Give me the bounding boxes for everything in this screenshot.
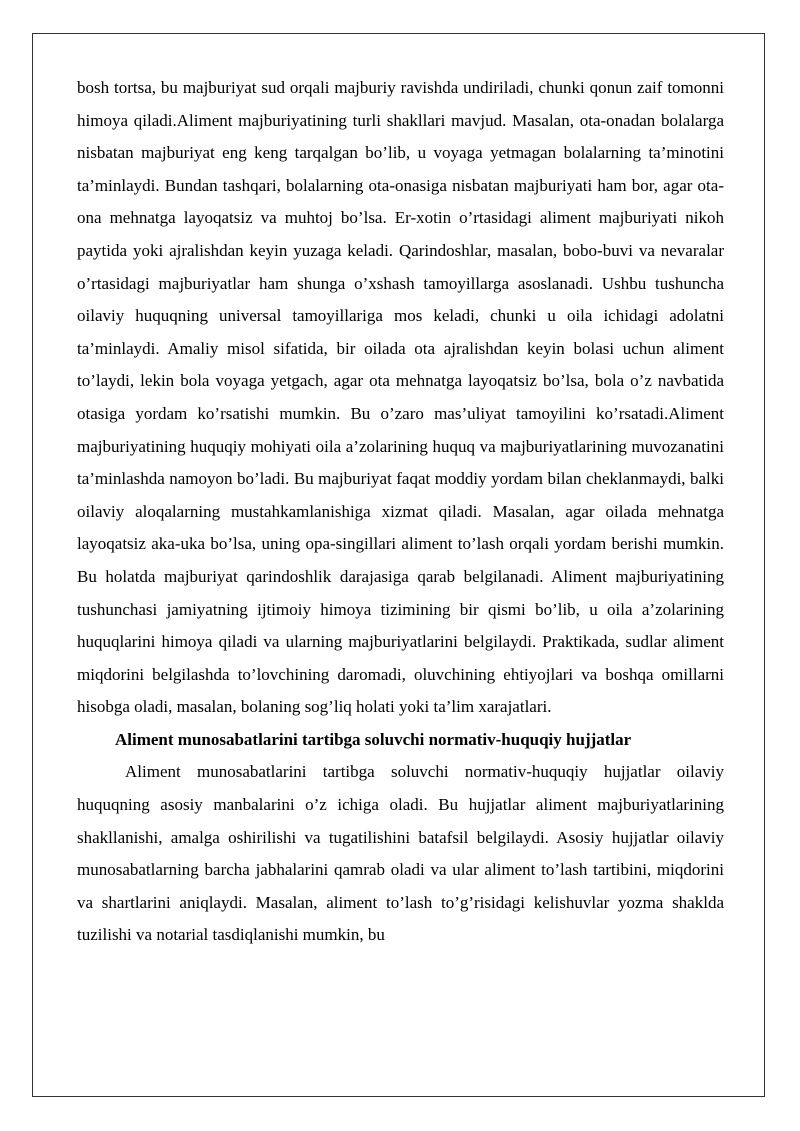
section-heading: Aliment munosabatlarini tartibga soluvchi normativ-huquqiy hujjatlar bbox=[115, 729, 632, 749]
body-paragraph: Aliment munosabatlarini tartibga soluvchi normativ-huquqiy hujjatlar oilaviy huquqning asosiy manbalarini o’z ichiga oladi. Bu hujjatlar aliment majburiyatlarining shakllanishi, amalga oshirilishi va tugatilishini batafsil belgilaydi. Asosiy hujjatlar oilaviy munosabatlarning barcha jabhalarini qamrab oladi va ular aliment to’lash tartibini, miqdorini va shartlarini aniqlaydi. Masalan, aliment to’lash to’g’risidagi kelishuvlar yozma shaklda tuzilishi va notarial tasdiqlanishi mumkin, bu bbox=[77, 762, 724, 945]
body-paragraph: bosh tortsa, bu majburiyat sud orqali majburiy ravishda undiriladi, chunki qonun zaif tomonni himoya qiladi.Aliment majburiyatining turli shakllari mavjud. Masalan, ota-onadan bolalarga nisbatan majburiyat eng keng tarqalgan bo’lib, u voyaga yetmagan bolalarning ta’minotini ta’minlaydi. Bundan tashqari, bolalarning ota-onasiga nisbatan majburiyati ham bor, agar ota-ona mehnatga layoqatsiz va muhtoj bo’lsa. Er-xotin o’rtasidagi aliment majburiyati nikoh paytida yoki ajralishdan keyin yuzaga keladi. Qarindoshlar, masalan, bobo-buvi va nevaralar o’rtasidagi majburiyatlar ham shunga o’xshash tamoyillarga asoslanadi. Ushbu tushuncha oilaviy huquqning universal tamoyillariga mos keladi, chunki u oila ichidagi adolatni ta’minlaydi. Amaliy misol sifatida, bir oilada ota ajralishdan keyin bolasi uchun aliment to’laydi, lekin bola voyaga yetgach, agar ota mehnatga layoqatsiz bo’lsa, bola o’z navbatida otasiga yordam ko’rsatishi mumkin. Bu o’zaro mas’uliyat tamoyilini ko’rsatadi.Aliment majburiyatining huquqiy mohiyati oila a’zolarining huquq va majburiyatlarining muvozanatini ta’minlashda namoyon bo’ladi. Bu majburiyat faqat moddiy yordam bilan cheklanmaydi, balki oilaviy aloqalarning mustahkamlanishiga xizmat qiladi. Masalan, agar oilada mehnatga layoqatsiz aka-uka bo’lsa, uning opa-singillari aliment to’lash orqali yordam berishi mumkin. Bu holatda majburiyat qarindoshlik darajasiga qarab belgilanadi. Aliment majburiyatining tushunchasi jamiyatning ijtimoiy himoya tizimining bir qismi bo’lib, u oila a’zolarining huquqlarini himoya qiladi va ularning majburiyatlarini belgilaydi. Praktikada, sudlar aliment miqdorini belgilashda to’lovchining daromadi, oluvchining ehtiyojlari va boshqa omillarni hisobga oladi, masalan, bolaning sog’liq holati yoki ta’lim xarajatlari. bbox=[77, 78, 724, 717]
document-body bbox=[77, 72, 724, 952]
